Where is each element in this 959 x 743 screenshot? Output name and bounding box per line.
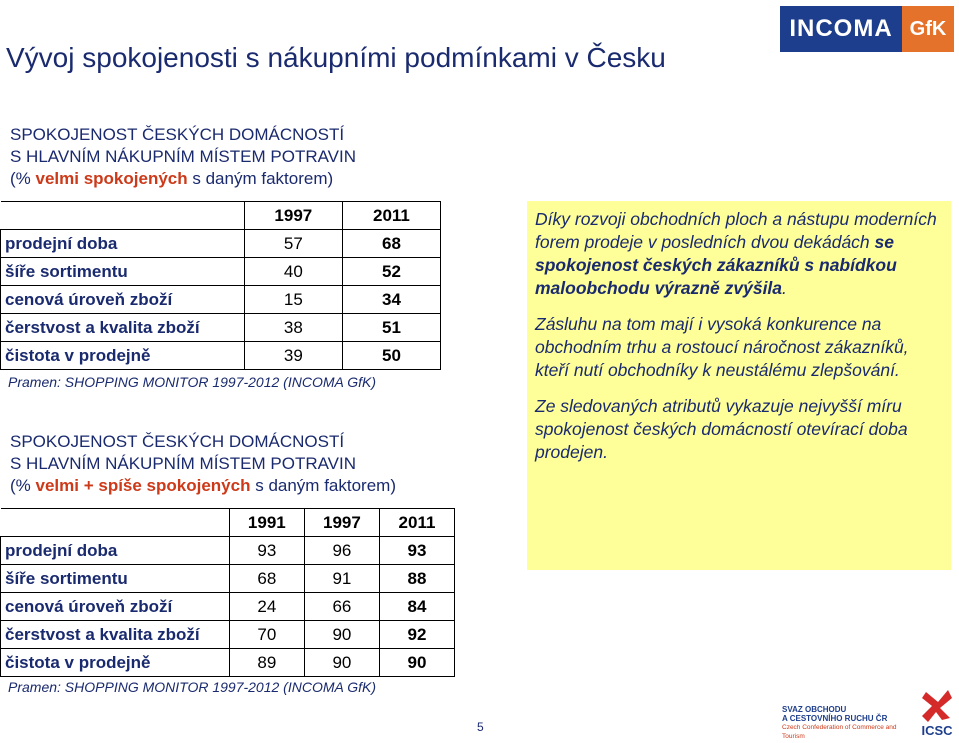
table-row — [1, 230, 441, 258]
cell-value: 84 — [379, 593, 454, 621]
row-label: cenová úroveň zboží — [1, 286, 245, 314]
table-header-row — [1, 202, 441, 230]
cell-value: 91 — [304, 565, 379, 593]
table-row — [1, 565, 455, 593]
table-row — [1, 342, 441, 370]
section2-heading-line1: SPOKOJENOST ČESKÝCH DOMÁCNOSTÍ — [10, 432, 345, 451]
cell-value: 15 — [244, 286, 342, 314]
cell-value: 50 — [342, 342, 440, 370]
icsc-mark-icon — [918, 688, 956, 738]
cell-value: 92 — [379, 621, 454, 649]
callout-emphasis: se spokojenost českých zákazníků s nabídkou maloobchodu výrazně zvýšila — [535, 232, 897, 298]
cell-value: 39 — [244, 342, 342, 370]
row-label: prodejní doba — [1, 230, 245, 258]
row-label: šíře sortimentu — [1, 258, 245, 286]
incoma-logo: INCOMA — [780, 6, 902, 52]
svaz-obchodu-logo: SVAZ OBCHODU A CESTOVNÍHO RUCHU ČR Czech Confederation of Commerce and Tourism — [782, 705, 897, 740]
column-header: 2011 — [379, 509, 454, 537]
gfk-logo: GfK — [902, 6, 954, 52]
section2-highlight: velmi + spíše spokojených — [35, 476, 251, 495]
column-header: 1991 — [229, 509, 304, 537]
cell-value: 24 — [229, 593, 304, 621]
section1-heading — [10, 124, 356, 190]
section1-heading-line3: (% velmi spokojených s daným faktorem) — [10, 169, 334, 188]
cell-value: 34 — [342, 286, 440, 314]
callout-paragraph: Zásluhu na tom mají i vysoká konkurence na obchodním trhu a rostoucí náročnost zákazníků, kteří nutí obchodníky k neustálému zlepšování. — [535, 314, 909, 380]
cell-value: 68 — [229, 565, 304, 593]
cell-value: 96 — [304, 537, 379, 565]
satisfaction-table-1 — [0, 201, 441, 370]
section1-heading-line2: S HLAVNÍM NÁKUPNÍM MÍSTEM POTRAVIN — [10, 147, 357, 166]
page-number: 5 — [477, 720, 484, 734]
icsc-logo — [918, 688, 956, 738]
section2-heading-line2: S HLAVNÍM NÁKUPNÍM MÍSTEM POTRAVIN — [10, 454, 357, 473]
table-row — [1, 649, 455, 677]
cell-value: 66 — [304, 593, 379, 621]
row-label: čistota v prodejně — [1, 649, 230, 677]
logos — [780, 6, 954, 52]
cell-value: 51 — [342, 314, 440, 342]
cell-value: 89 — [229, 649, 304, 677]
cell-value: 90 — [304, 649, 379, 677]
source-note-2: Pramen: SHOPPING MONITOR 1997-2012 (INCOMA GfK) — [8, 679, 376, 695]
column-header: 1997 — [244, 202, 342, 230]
cell-value: 88 — [379, 565, 454, 593]
callout-paragraph: Díky rozvoji obchodních ploch a nástupu moderních forem prodeje v posledních dvou dekádách se spokojenost českých zákazníků s nabídkou maloobchodu výrazně zvýšila. — [535, 209, 937, 298]
satisfaction-table-2 — [0, 508, 455, 677]
cell-value: 38 — [244, 314, 342, 342]
row-label: prodejní doba — [1, 537, 230, 565]
row-label: čistota v prodejně — [1, 342, 245, 370]
cell-value: 40 — [244, 258, 342, 286]
cell-value: 70 — [229, 621, 304, 649]
page-title: Vývoj spokojenosti s nákupními podmínkami v Česku — [6, 42, 666, 73]
column-header: 2011 — [342, 202, 440, 230]
cell-value: 93 — [379, 537, 454, 565]
section1-highlight: velmi spokojených — [35, 169, 188, 188]
table-header-row — [1, 509, 455, 537]
cell-value: 90 — [304, 621, 379, 649]
row-label: šíře sortimentu — [1, 565, 230, 593]
column-header: 1997 — [304, 509, 379, 537]
source-note-1: Pramen: SHOPPING MONITOR 1997-2012 (INCOMA GfK) — [8, 374, 376, 390]
callout-box — [527, 201, 951, 570]
row-label: cenová úroveň zboží — [1, 593, 230, 621]
table-row — [1, 314, 441, 342]
cell-value: 93 — [229, 537, 304, 565]
section2-heading — [10, 431, 396, 497]
row-label: čerstvost a kvalita zboží — [1, 621, 230, 649]
svg-text:ICSC: ICSC — [921, 723, 953, 738]
section1-heading-line1: SPOKOJENOST ČESKÝCH DOMÁCNOSTÍ — [10, 125, 345, 144]
table-row — [1, 537, 455, 565]
table-row — [1, 621, 455, 649]
table-row — [1, 258, 441, 286]
callout-paragraph: Ze sledovaných atributů vykazuje nejvyšší míru spokojenost českých domácností otevírací doba prodejen. — [535, 396, 908, 462]
cell-value: 68 — [342, 230, 440, 258]
table-row — [1, 593, 455, 621]
cell-value: 57 — [244, 230, 342, 258]
cell-value: 52 — [342, 258, 440, 286]
table-row — [1, 286, 441, 314]
row-label: čerstvost a kvalita zboží — [1, 314, 245, 342]
section2-heading-line3: (% velmi + spíše spokojených s daným faktorem) — [10, 476, 396, 495]
cell-value: 90 — [379, 649, 454, 677]
